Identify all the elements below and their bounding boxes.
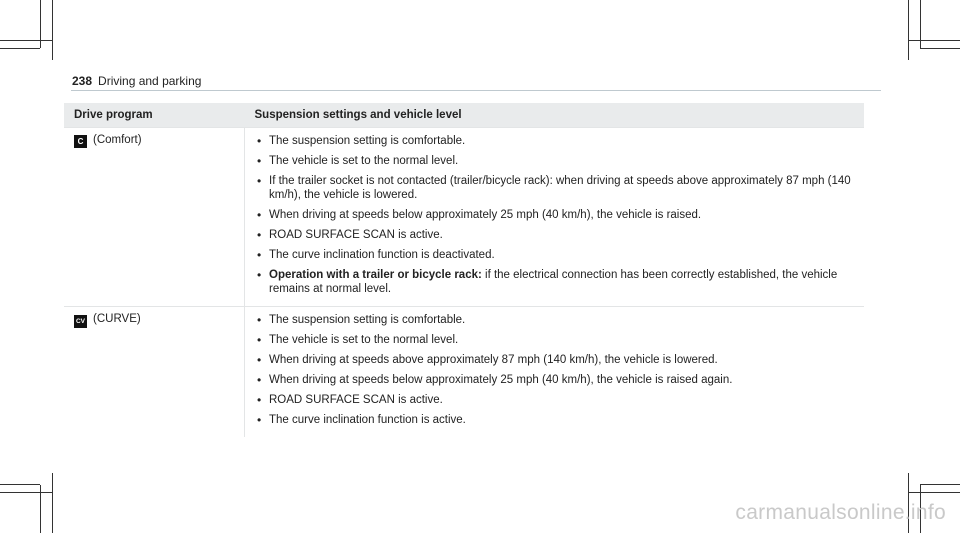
crop-mark [920,48,960,49]
list-item-text: The vehicle is set to the normal level. [269,155,459,167]
crop-mark [908,0,909,60]
list-item-text: if the electrical connection has been correctly established, the vehicle remains at normal level. [269,269,838,295]
crop-mark [52,0,53,60]
drive-program-icon: C [74,135,87,148]
watermark: carmanualsonline.info [735,501,946,524]
crop-mark [920,484,960,485]
suspension-settings-cell [245,307,865,438]
list-item [255,268,854,296]
crop-mark [0,484,40,485]
drive-program-cell [64,307,245,438]
column-header-drive-program: Drive program [64,103,245,128]
list-item [255,228,854,242]
list-item [255,208,854,222]
crop-mark [52,473,53,533]
list-item [255,373,854,387]
header-divider [71,90,881,91]
drive-program-cell [64,128,245,307]
drive-program-table [64,103,864,437]
list-item-text: The curve inclination function is active. [269,414,466,426]
drive-program-label: (Comfort) [93,134,142,146]
list-item-text: When driving at speeds below approximately 25 mph (40 km/h), the vehicle is raised again. [269,374,733,386]
crop-mark [908,40,960,41]
list-item-text: The suspension setting is comfortable. [269,135,466,147]
list-item-text: When driving at speeds below approximately 25 mph (40 km/h), the vehicle is raised. [269,209,702,221]
list-item-text: If the trailer socket is not contacted (trailer/bicycle rack): when driving at speeds above approximately 87 mph (140 km/h), the vehicle is lowered. [269,175,851,201]
drive-program-label: (CURVE) [93,313,141,325]
crop-mark [0,48,40,49]
list-item [255,154,854,168]
list-item-text: The curve inclination function is deactivated. [269,249,495,261]
list-item [255,248,854,262]
column-header-suspension-settings: Suspension settings and vehicle level [245,103,865,128]
list-item [255,313,854,327]
list-item-bold-lead: Operation with a trailer or bicycle rack: [269,269,482,281]
crop-mark [908,492,960,493]
list-item [255,413,854,427]
list-item [255,174,854,202]
page-header [72,74,201,88]
list-item-text: ROAD SURFACE SCAN is active. [269,229,443,241]
drive-program-icon: CV [74,315,87,328]
suspension-settings-cell [245,128,865,307]
section-title: Driving and parking [98,74,202,88]
table-header-row [64,103,864,128]
crop-mark [0,492,52,493]
list-item-text: The vehicle is set to the normal level. [269,334,459,346]
table-row [64,128,864,307]
list-item [255,393,854,407]
list-item [255,134,854,148]
list-item-text: When driving at speeds above approximately 87 mph (140 km/h), the vehicle is lowered. [269,354,718,366]
list-item-text: ROAD SURFACE SCAN is active. [269,394,443,406]
crop-mark [0,40,52,41]
list-item-text: The suspension setting is comfortable. [269,314,466,326]
list-item [255,333,854,347]
table-row [64,307,864,438]
settings-list [255,313,854,427]
settings-list [255,134,854,296]
list-item [255,353,854,367]
page-number: 238 [72,74,93,88]
